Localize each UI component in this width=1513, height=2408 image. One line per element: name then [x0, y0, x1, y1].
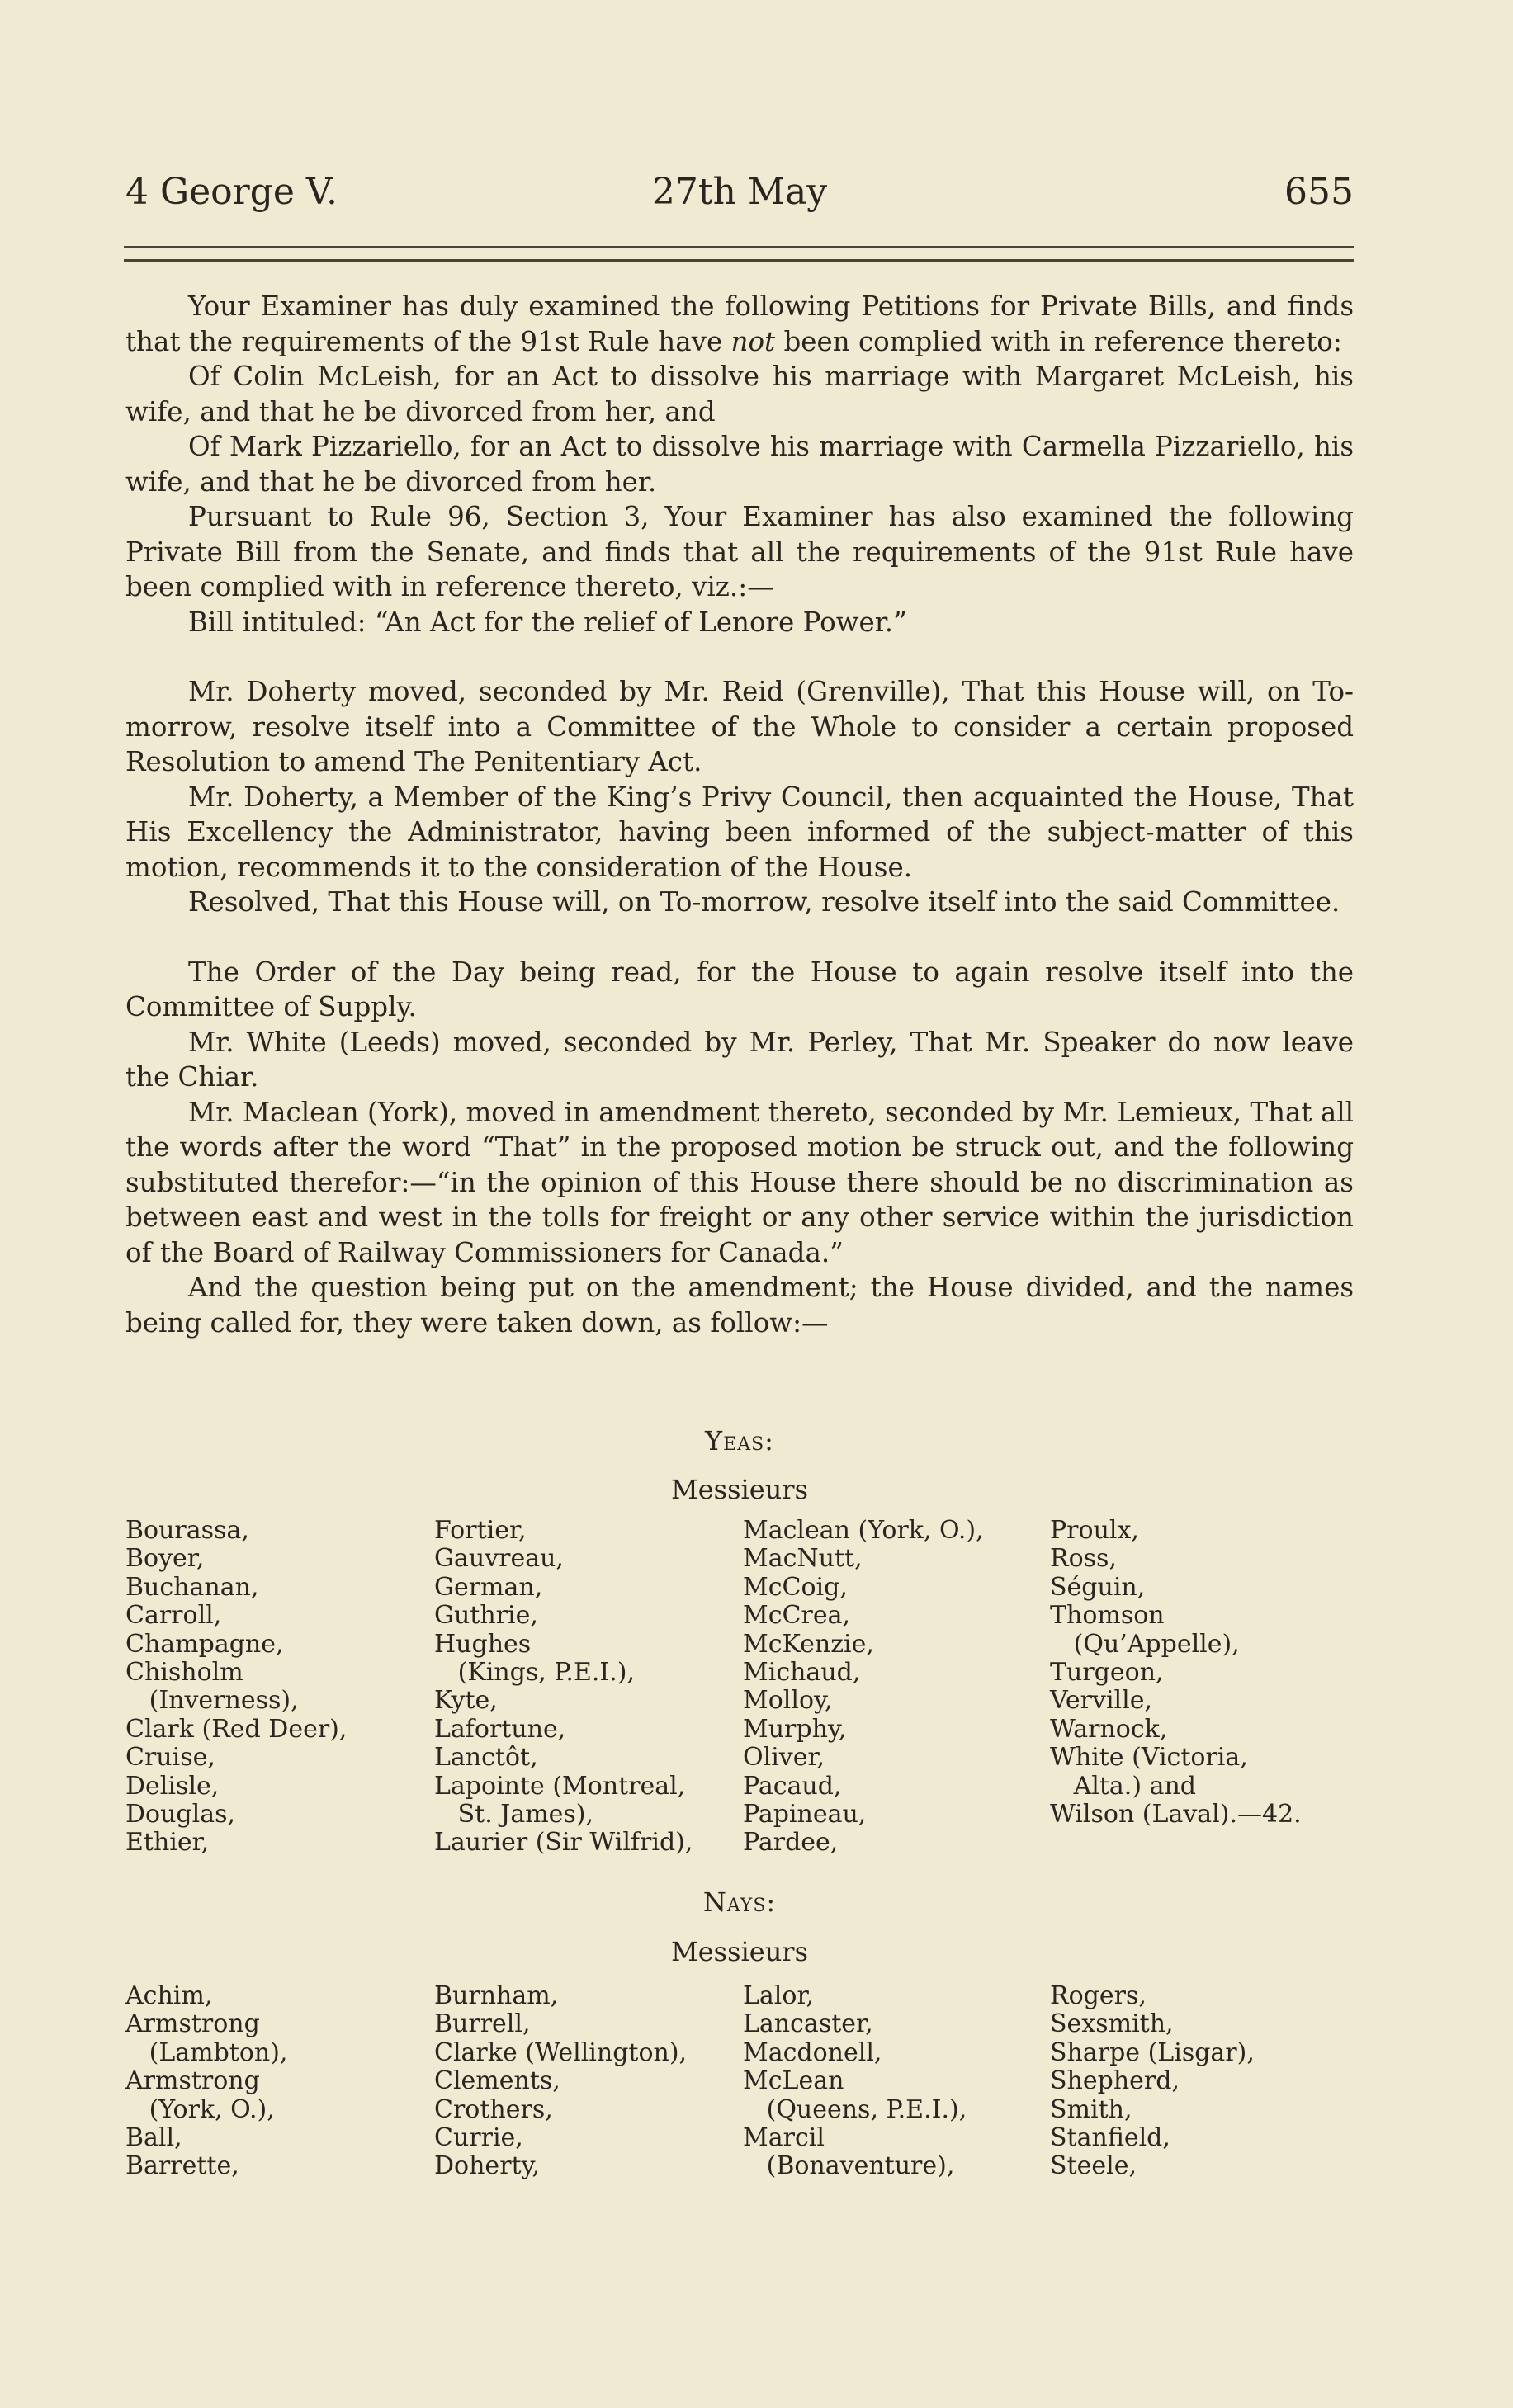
- member-name: Molloy,: [743, 1686, 833, 1716]
- member-name: (Kings, P.E.I.),: [434, 1658, 636, 1688]
- paragraph: Mr. White (Leeds) moved, seconded by Mr. Perley, That Mr. Speaker do now leave the Chiar.: [125, 1026, 1354, 1093]
- member-name: Lancaster,: [743, 2009, 873, 2039]
- member-name: (York, O.),: [125, 2094, 275, 2124]
- member-name: (Qu’Appelle),: [1050, 1629, 1240, 1659]
- member-name: Delisle,: [125, 1771, 220, 1801]
- yeas-column: [125, 1517, 439, 1858]
- member-name: Ball,: [125, 2123, 182, 2153]
- member-name: Bourassa,: [125, 1516, 249, 1545]
- member-name: Turgeon,: [1050, 1658, 1164, 1688]
- emphasis-not: not: [730, 325, 776, 357]
- member-name: Smith,: [1050, 2094, 1132, 2124]
- member-name: Pacaud,: [743, 1771, 842, 1801]
- paragraph: Your Examiner has duly examined the following Petitions for Private Bills, and finds that the requirements of the 91st Rule have not been complied with in reference thereto:: [125, 290, 1354, 357]
- member-name: Murphy,: [743, 1714, 847, 1744]
- regnal-year: 4 George V.: [125, 171, 338, 213]
- paragraph: Resolved, That this House will, on To-morrow, resolve itself into the said Committee.: [188, 886, 1340, 918]
- member-name: Marcil: [743, 2123, 825, 2153]
- paragraph: Mr. Doherty moved, seconded by Mr. Reid (Grenville), That this House will, on To-morrow, resolve itself into a Committee of the Whole to consider a certain proposed Resolution to amend The Penitentiary Act.: [125, 676, 1354, 777]
- paragraph: Of Mark Pizzariello, for an Act to dissolve his marriage with Carmella Pizzariello, his wife, and that he be divorced from her.: [125, 431, 1354, 498]
- member-name: Sharpe (Lisgar),: [1050, 2037, 1255, 2067]
- member-name: Armstrong: [125, 2066, 260, 2096]
- paragraph: Bill intituled: “An Act for the relief of Lenore Power.”: [188, 606, 907, 638]
- member-name: Cruise,: [125, 1743, 215, 1773]
- member-name: Burnham,: [434, 1981, 559, 2010]
- running-head: [125, 163, 1354, 221]
- yeas-column: [1050, 1517, 1364, 1829]
- member-name: Clements,: [434, 2066, 560, 2096]
- member-name: Ethier,: [125, 1828, 210, 1858]
- paragraph: The Order of the Day being read, for the House to again resolve itself into the Committee of Supply.: [125, 956, 1354, 1022]
- member-name: Macdonell,: [743, 2037, 882, 2067]
- member-name: Doherty,: [434, 2151, 541, 2181]
- member-name: (Inverness),: [125, 1686, 299, 1716]
- member-name: Lapointe (Montreal,: [434, 1771, 686, 1801]
- member-name: Thomson: [1050, 1601, 1165, 1631]
- member-name: Crothers,: [434, 2094, 553, 2124]
- member-name: Boyer,: [125, 1544, 205, 1574]
- member-name: Proulx,: [1050, 1516, 1139, 1545]
- paragraph: Mr. Doherty, a Member of the King’s Privy Council, then acquainted the House, That His Excellency the Administrator, having been informed of the subject-matter of this motion, recommends it to the consideration of the House.: [125, 781, 1354, 883]
- paragraph: Pursuant to Rule 96, Section 3, Your Examiner has also examined the following Private Bill from the Senate, and finds that all the requirements of the 91st Rule have been complied with in reference thereto, viz.:—: [125, 501, 1354, 602]
- member-name: Burrell,: [434, 2009, 531, 2039]
- member-name: Ross,: [1050, 1544, 1117, 1574]
- nays-column: [434, 1982, 748, 2181]
- member-name: Barrette,: [125, 2151, 239, 2181]
- member-name: Rogers,: [1050, 1981, 1147, 2010]
- member-name: Hughes: [434, 1629, 532, 1659]
- member-name: Champagne,: [125, 1629, 284, 1659]
- member-name: Séguin,: [1050, 1572, 1146, 1602]
- member-name: Maclean (York, O.),: [743, 1516, 984, 1545]
- member-name: Lalor,: [743, 1981, 815, 2010]
- member-name: Warnock,: [1050, 1714, 1168, 1744]
- yeas-heading: Yeas:: [705, 1425, 774, 1457]
- page-date: 27th May: [651, 171, 828, 213]
- nays-column: [125, 1982, 439, 2181]
- member-name: McCrea,: [743, 1601, 850, 1631]
- member-name: (Queens, P.E.I.),: [743, 2094, 967, 2124]
- member-name: German,: [434, 1572, 543, 1602]
- member-name: Armstrong: [125, 2009, 260, 2039]
- member-name: White (Victoria,: [1050, 1743, 1248, 1773]
- member-name: Papineau,: [743, 1800, 867, 1830]
- member-name: Alta.) and: [1050, 1771, 1196, 1801]
- page-number: 655: [1284, 171, 1354, 213]
- yeas-column: [434, 1517, 748, 1858]
- member-name: McKenzie,: [743, 1629, 874, 1659]
- member-name: Shepherd,: [1050, 2066, 1180, 2096]
- member-name: (Lambton),: [125, 2037, 288, 2067]
- member-name: Carroll,: [125, 1601, 222, 1631]
- header-rule-bottom: [124, 259, 1354, 262]
- paragraph: Of Colin McLeish, for an Act to dissolve his marriage with Margaret McLeish, his wife, and that he be divorced from her, and: [125, 361, 1354, 427]
- member-name: Fortier,: [434, 1516, 527, 1545]
- proceedings-text: [125, 289, 1354, 1340]
- member-name: McLean: [743, 2066, 844, 2096]
- member-name: Chisholm: [125, 1658, 243, 1688]
- member-name: Buchanan,: [125, 1572, 259, 1602]
- member-name: Guthrie,: [434, 1601, 538, 1631]
- member-name: Oliver,: [743, 1743, 825, 1773]
- paragraph: Mr. Maclean (York), moved in amendment thereto, seconded by Mr. Lemieux, That all the words after the word “That” in the proposed motion be struck out, and the following substituted therefor:—“in the opinion of this House there should be no discrimination as between east and west in the tolls for freight or any other service within the jurisdiction of the Board of Railway Commissioners for Canada.”: [125, 1096, 1354, 1268]
- member-name: Verville,: [1050, 1686, 1153, 1716]
- nays-column: [743, 1982, 1057, 2181]
- member-name: Lanctôt,: [434, 1743, 538, 1773]
- member-name: Kyte,: [434, 1686, 498, 1716]
- header-rule-top: [124, 246, 1354, 248]
- yeas-messieurs: Messieurs: [670, 1474, 809, 1505]
- nays-messieurs: Messieurs: [670, 1936, 809, 1967]
- nays-column: [1050, 1982, 1364, 2181]
- member-name: Sexsmith,: [1050, 2009, 1174, 2039]
- member-name: Currie,: [434, 2123, 523, 2153]
- member-name: Laurier (Sir Wilfrid),: [434, 1828, 693, 1858]
- yeas-column: [743, 1517, 1057, 1858]
- member-name: Clarke (Wellington),: [434, 2037, 688, 2067]
- paragraph: And the question being put on the amendment; the House divided, and the names being called for, they were taken down, as follow:—: [125, 1272, 1354, 1339]
- member-name: Gauvreau,: [434, 1544, 564, 1574]
- member-name: St. James),: [434, 1800, 594, 1830]
- member-name: Steele,: [1050, 2151, 1137, 2181]
- member-name: (Bonaventure),: [743, 2151, 955, 2181]
- member-name: Douglas,: [125, 1800, 236, 1830]
- member-name: McCoig,: [743, 1572, 848, 1602]
- member-name: Michaud,: [743, 1658, 861, 1688]
- member-name: Lafortune,: [434, 1714, 566, 1744]
- member-name: Achim,: [125, 1981, 213, 2010]
- member-name: Clark (Red Deer),: [125, 1714, 348, 1744]
- member-name: Pardee,: [743, 1828, 839, 1858]
- member-name: Wilson (Laval).—42.: [1050, 1800, 1302, 1830]
- member-name: MacNutt,: [743, 1544, 863, 1574]
- member-name: Stanfield,: [1050, 2123, 1170, 2153]
- nays-heading: Nays:: [702, 1886, 777, 1918]
